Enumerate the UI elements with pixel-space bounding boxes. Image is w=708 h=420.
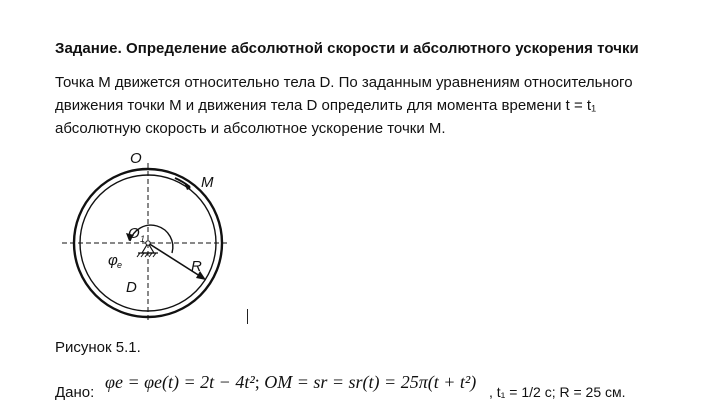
task-description-line-2: движения точки M и движения тела D определить для момента времени t = t₁: [55, 97, 597, 114]
label-o1-subscript: 1: [140, 234, 146, 244]
label-m: M: [201, 174, 214, 191]
label-d: D: [126, 279, 137, 296]
pivot-point: [146, 241, 150, 245]
given-label: Дано:: [55, 384, 95, 401]
label-o: O: [130, 150, 142, 167]
task-heading: Задание. Определение абсолютной скорости и абсолютного ускорения точки: [55, 40, 639, 57]
given-data-row: [55, 372, 695, 408]
formula-om: OM = sr = sr(t) = 25π(t + t²): [264, 372, 477, 392]
task-description-line-1: Точка M движется относительно тела D. По заданным уравнениям относительного: [55, 74, 633, 91]
label-phi-subscript: e: [117, 260, 123, 270]
figure-caption: Рисунок 5.1.: [55, 339, 141, 356]
label-r: R: [191, 258, 202, 275]
task-description: [55, 71, 665, 140]
given-formulas: φe = φe(t) = 2t − 4t²; OM = sr = sr(t) = 25π(t + t²): [105, 372, 477, 392]
label-o1: O: [128, 225, 140, 242]
figure-disk-diagram: [60, 145, 230, 320]
given-parameters: , t₁ = 1/2 с; R = 25 см.: [489, 384, 626, 400]
label-phi: φ: [108, 252, 118, 269]
formula-phi: φe = φe(t) = 2t − 4t²: [105, 372, 255, 392]
text-cursor: [247, 309, 248, 324]
task-description-line-3: абсолютную скорость и абсолютное ускорение точки M.: [55, 120, 446, 137]
